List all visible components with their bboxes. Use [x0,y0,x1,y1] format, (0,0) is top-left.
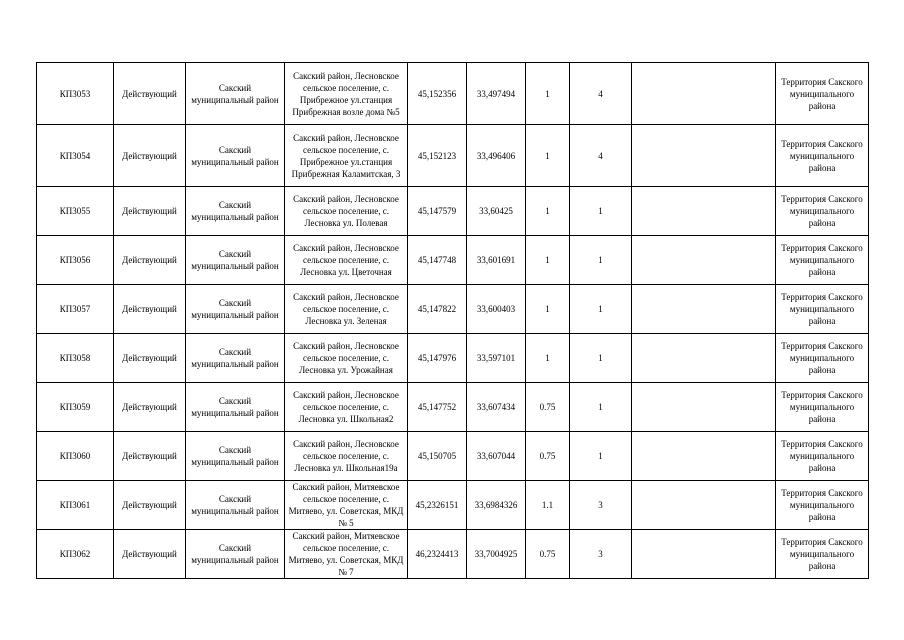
address-cell: Сакский район, Митяевское сельское поселение, с. Митяево, ул. Советская, МКД № 5 [285,481,408,530]
site-code-cell: КП3062 [37,530,114,579]
container-count-cell: 1 [570,383,632,432]
territory-cell: Территория Сакского муниципального района [776,236,869,285]
table-row [37,285,869,334]
longitude-cell: 33,497494 [467,63,526,125]
territory-cell: Территория Сакского муниципального района [776,383,869,432]
longitude-cell: 33,7004925 [467,530,526,579]
longitude-cell: 33,597101 [467,334,526,383]
site-code-cell: КП3053 [37,63,114,125]
address-cell: Сакский район, Лесновское сельское поселение, с. Леснoвка ул. Полевая [285,187,408,236]
latitude-cell: 45,147752 [408,383,467,432]
status-cell: Действующий [114,125,186,187]
area-cell: 1 [526,125,570,187]
empty-cell [632,285,776,334]
address-cell: Сакский район, Лесновское сельское поселение, с. Лесновка ул. Зеленая [285,285,408,334]
container-count-cell: 1 [570,285,632,334]
table-row [37,334,869,383]
empty-cell [632,481,776,530]
area-cell: 0.75 [526,530,570,579]
municipality-cell: Сакский муниципальный район [186,334,285,383]
empty-cell [632,125,776,187]
area-cell: 1 [526,285,570,334]
site-code-cell: КП3061 [37,481,114,530]
longitude-cell: 33,496406 [467,125,526,187]
longitude-cell: 33,600403 [467,285,526,334]
empty-cell [632,530,776,579]
latitude-cell: 45,152123 [408,125,467,187]
empty-cell [632,187,776,236]
table-row [37,187,869,236]
municipality-cell: Сакский муниципальный район [186,383,285,432]
longitude-cell: 33,607044 [467,432,526,481]
empty-cell [632,334,776,383]
address-cell: Сакский район, Лесновское сельское поселение, с. Лесновка ул. Цветочная [285,236,408,285]
site-code-cell: КП3057 [37,285,114,334]
area-cell: 1 [526,63,570,125]
area-cell: 0.75 [526,432,570,481]
status-cell: Действующий [114,236,186,285]
area-cell: 1 [526,187,570,236]
table-row [37,481,869,530]
municipality-cell: Сакский муниципальный район [186,236,285,285]
latitude-cell: 46,2324413 [408,530,467,579]
address-cell: Сакский район, Лесновское сельское поселение, с. Лесновка ул. Урожайная [285,334,408,383]
longitude-cell: 33,607434 [467,383,526,432]
container-count-cell: 1 [570,432,632,481]
area-cell: 1 [526,236,570,285]
empty-cell [632,63,776,125]
area-cell: 0.75 [526,383,570,432]
area-cell: 1 [526,334,570,383]
territory-cell: Территория Сакского муниципального района [776,481,869,530]
site-code-cell: КП3058 [37,334,114,383]
table-row [37,236,869,285]
empty-cell [632,236,776,285]
address-cell: Сакский район, Лесновское сельское поселение, с. Лесновка ул. Школьная19а [285,432,408,481]
territory-cell: Территория Сакского муниципального района [776,285,869,334]
territory-cell: Территория Сакского муниципального района [776,530,869,579]
municipality-cell: Сакский муниципальный район [186,285,285,334]
municipality-cell: Сакский муниципальный район [186,187,285,236]
container-count-cell: 1 [570,187,632,236]
territory-cell: Территория Сакского муниципального района [776,334,869,383]
municipality-cell: Сакский муниципальный район [186,432,285,481]
site-code-cell: КП3060 [37,432,114,481]
territory-cell: Территория Сакского муниципального района [776,432,869,481]
site-code-cell: КП3054 [37,125,114,187]
table-row [37,383,869,432]
container-count-cell: 1 [570,334,632,383]
site-code-cell: КП3055 [37,187,114,236]
longitude-cell: 33,601691 [467,236,526,285]
container-count-cell: 3 [570,481,632,530]
status-cell: Действующий [114,432,186,481]
latitude-cell: 45,147822 [408,285,467,334]
address-cell: Сакский район, Лесновское сельское поселение, с. Лесновка ул. Школьная2 [285,383,408,432]
address-cell: Сакский район, Лесновское сельское поселение, с. Прибрежное ул.станция Прибрежная возле дома №5 [285,63,408,125]
empty-cell [632,432,776,481]
territory-cell: Территория Сакского муниципального района [776,125,869,187]
table-row [37,125,869,187]
table-row [37,432,869,481]
address-cell: Сакский район, Лесновское сельское поселение, с. Прибрежное ул.станция Прибрежная Каламитская, 3 [285,125,408,187]
empty-cell [632,383,776,432]
container-count-cell: 4 [570,63,632,125]
status-cell: Действующий [114,481,186,530]
territory-cell: Территория Сакского муниципального района [776,63,869,125]
municipality-cell: Сакский муниципальный район [186,63,285,125]
latitude-cell: 45,147748 [408,236,467,285]
latitude-cell: 45,147976 [408,334,467,383]
container-count-cell: 3 [570,530,632,579]
status-cell: Действующий [114,63,186,125]
status-cell: Действующий [114,383,186,432]
container-count-cell: 4 [570,125,632,187]
address-cell: Сакский район, Митяевское сельское поселение, с. Митяево, ул. Советская, МКД № 7 [285,530,408,579]
container-count-cell: 1 [570,236,632,285]
site-code-cell: КП3059 [37,383,114,432]
municipality-cell: Сакский муниципальный район [186,125,285,187]
status-cell: Действующий [114,285,186,334]
municipality-cell: Сакский муниципальный район [186,481,285,530]
latitude-cell: 45,147579 [408,187,467,236]
status-cell: Действующий [114,334,186,383]
table-row [37,63,869,125]
site-code-cell: КП3056 [37,236,114,285]
territory-cell: Территория Сакского муниципального района [776,187,869,236]
area-cell: 1.1 [526,481,570,530]
longitude-cell: 33,6984326 [467,481,526,530]
latitude-cell: 45,152356 [408,63,467,125]
table-row [37,530,869,579]
registry-table [36,62,869,579]
latitude-cell: 45,150705 [408,432,467,481]
municipality-cell: Сакский муниципальный район [186,530,285,579]
longitude-cell: 33,60425 [467,187,526,236]
latitude-cell: 45,2326151 [408,481,467,530]
registry-body [37,63,869,579]
status-cell: Действующий [114,530,186,579]
status-cell: Действующий [114,187,186,236]
